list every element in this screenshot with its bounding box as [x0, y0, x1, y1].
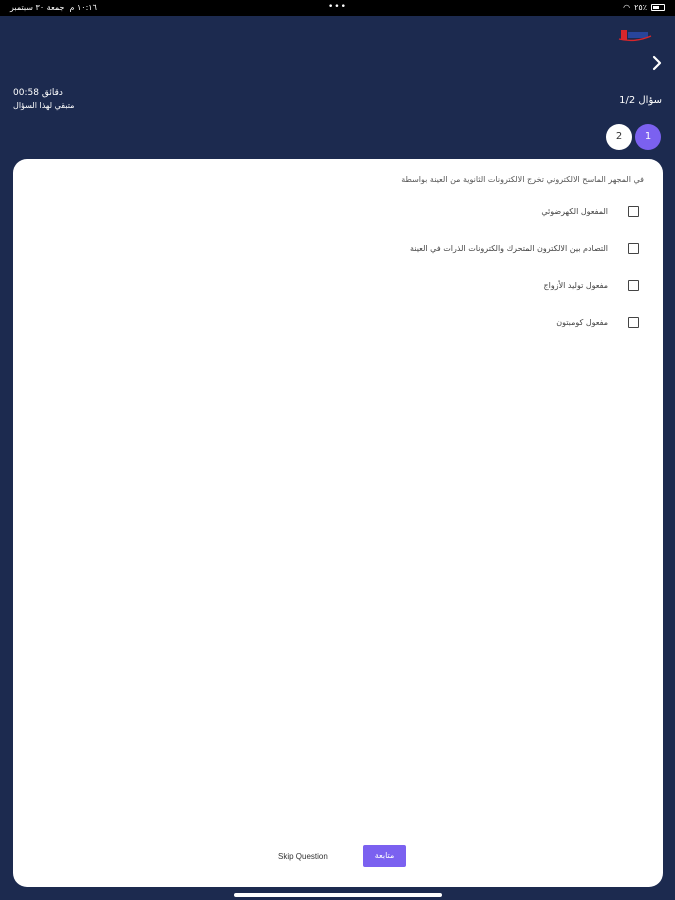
option-label: مفعول توليد الأزواج	[543, 281, 608, 290]
timer-label: متبقي لهذا السؤال	[13, 101, 75, 110]
app-logo	[617, 27, 653, 41]
battery-icon	[651, 4, 665, 11]
option-checkbox[interactable]	[628, 317, 639, 328]
battery-percent: ٢٥٪	[634, 3, 647, 12]
timer-value: 00:58 دقائق	[13, 88, 63, 98]
wifi-icon: ◠	[623, 3, 631, 12]
step-1-indicator[interactable]: 1	[635, 124, 661, 150]
option-checkbox[interactable]	[628, 206, 639, 217]
question-counter: سؤال 1/2	[619, 95, 662, 106]
chevron-right-icon[interactable]	[649, 54, 665, 76]
option-label: مفعول كومبتون	[556, 318, 608, 327]
option-label: التصادم بين الالكترون المتحرك والكترونات الذرات في العينة	[409, 244, 608, 253]
question-text: في المجهر الماسح الالكتروني تخرج الالكترونات الثانوية من العينة بواسطة	[401, 175, 644, 184]
option-2[interactable]	[410, 243, 639, 254]
home-indicator[interactable]	[234, 893, 442, 897]
multitasking-dots-icon[interactable]: •••	[328, 2, 347, 12]
option-checkbox[interactable]	[628, 243, 639, 254]
skip-question-button[interactable]: Skip Question	[278, 852, 328, 861]
option-label: المفعول الكهرضوئي	[541, 207, 608, 216]
status-bar	[0, 0, 675, 16]
option-4[interactable]	[556, 317, 639, 328]
option-3[interactable]	[543, 280, 639, 291]
option-checkbox[interactable]	[628, 280, 639, 291]
option-1[interactable]	[541, 206, 639, 217]
status-indicators	[623, 3, 665, 12]
status-time: ١٠:١٦ م جمعة ٣٠ سبتمبر	[10, 3, 97, 12]
continue-button[interactable]: متابعة	[363, 845, 406, 867]
step-2-indicator[interactable]: 2	[606, 124, 632, 150]
question-card	[13, 159, 663, 887]
